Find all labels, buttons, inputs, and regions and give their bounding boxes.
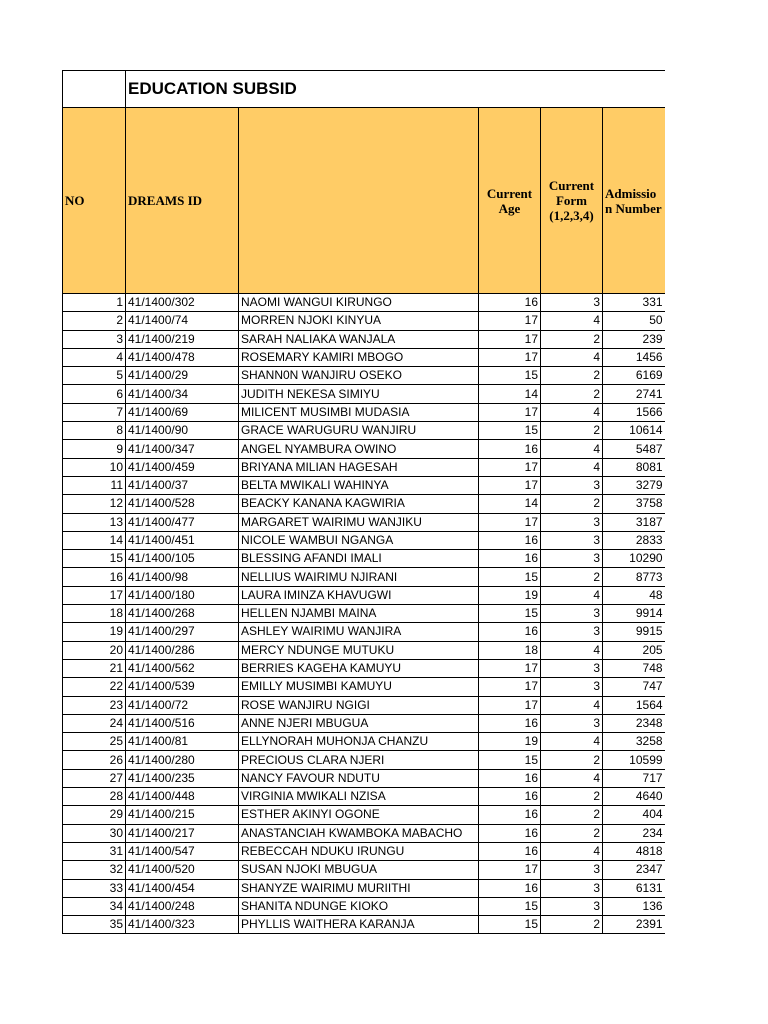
table-row — [63, 568, 665, 586]
table-row — [63, 788, 665, 806]
cell-admission-number[interactable]: 1456 — [603, 348, 665, 366]
cell-dreams-id[interactable]: 41/1400/248 — [126, 897, 239, 915]
cell-name[interactable]: BELTA MWIKALI WAHINYA — [239, 476, 479, 494]
table-row — [63, 422, 665, 440]
cell-admission-number[interactable]: 3279 — [603, 476, 665, 494]
table-row — [63, 476, 665, 494]
cell-form[interactable]: 4 — [541, 312, 603, 330]
cell-dreams-id[interactable]: 41/1400/90 — [126, 422, 239, 440]
cell-age[interactable]: 15 — [479, 605, 541, 623]
table-row — [63, 659, 665, 677]
cell-name[interactable]: PHYLLIS WAITHERA KARANJA — [239, 916, 479, 934]
cell-name[interactable]: HELLEN NJAMBI MAINA — [239, 605, 479, 623]
cell-no[interactable]: 27 — [63, 769, 126, 787]
cell-age[interactable]: 16 — [479, 842, 541, 860]
cell-admission-number[interactable]: 239 — [603, 330, 665, 348]
cell-no[interactable]: 33 — [63, 879, 126, 897]
sheet-title[interactable]: EDUCATION SUBSID — [126, 71, 665, 108]
cell-name[interactable]: NICOLE WAMBUI NGANGA — [239, 531, 479, 549]
cell-dreams-id[interactable]: 41/1400/454 — [126, 879, 239, 897]
cell-name[interactable]: ANNE NJERI MBUGUA — [239, 714, 479, 732]
cell-no[interactable]: 18 — [63, 605, 126, 623]
table-row — [63, 586, 665, 604]
cell-age[interactable]: 16 — [479, 550, 541, 568]
cell-admission-number[interactable]: 136 — [603, 897, 665, 915]
cell-age[interactable]: 15 — [479, 422, 541, 440]
cell-form[interactable]: 3 — [541, 861, 603, 879]
cell-form[interactable]: 3 — [541, 294, 603, 312]
cell-dreams-id[interactable]: 41/1400/74 — [126, 312, 239, 330]
cell-admission-number[interactable]: 6131 — [603, 879, 665, 897]
cell-name[interactable]: VIRGINIA MWIKALI NZISA — [239, 788, 479, 806]
table-row — [63, 714, 665, 732]
cell-form[interactable]: 2 — [541, 751, 603, 769]
cell-no[interactable]: 26 — [63, 751, 126, 769]
cell-name[interactable]: SHANN0N WANJIRU OSEKO — [239, 367, 479, 385]
cell-form[interactable]: 2 — [541, 495, 603, 513]
cell-dreams-id[interactable]: 41/1400/29 — [126, 367, 239, 385]
cell-age[interactable]: 17 — [479, 513, 541, 531]
cell-no[interactable]: 35 — [63, 916, 126, 934]
cell-form[interactable]: 3 — [541, 605, 603, 623]
cell-form[interactable]: 2 — [541, 568, 603, 586]
cell-no[interactable]: 2 — [63, 312, 126, 330]
cell-no[interactable]: 11 — [63, 476, 126, 494]
cell-age[interactable]: 17 — [479, 861, 541, 879]
cell-dreams-id[interactable]: 41/1400/217 — [126, 824, 239, 842]
cell-age[interactable]: 17 — [479, 348, 541, 366]
cell-form[interactable]: 2 — [541, 824, 603, 842]
title-row — [63, 71, 665, 108]
cell-dreams-id[interactable]: 41/1400/302 — [126, 294, 239, 312]
cell-admission-number[interactable]: 717 — [603, 769, 665, 787]
cell-name[interactable]: GRACE WARUGURU WANJIRU — [239, 422, 479, 440]
cell-dreams-id[interactable]: 41/1400/459 — [126, 458, 239, 476]
table-row — [63, 769, 665, 787]
cell-admission-number[interactable]: 2348 — [603, 714, 665, 732]
cell-age[interactable]: 14 — [479, 495, 541, 513]
cell-dreams-id[interactable]: 41/1400/219 — [126, 330, 239, 348]
cell-name[interactable]: ANASTANCIAH KWAMBOKA MABACHO — [239, 824, 479, 842]
cell-age[interactable]: 16 — [479, 769, 541, 787]
cell-age[interactable]: 15 — [479, 751, 541, 769]
cell-no[interactable]: 23 — [63, 696, 126, 714]
table-row — [63, 550, 665, 568]
cell-no[interactable]: 1 — [63, 294, 126, 312]
cell-age[interactable]: 16 — [479, 294, 541, 312]
cell-dreams-id[interactable]: 41/1400/286 — [126, 641, 239, 659]
cell-name[interactable]: NANCY FAVOUR NDUTU — [239, 769, 479, 787]
cell-no[interactable]: 32 — [63, 861, 126, 879]
cell-no[interactable]: 9 — [63, 440, 126, 458]
cell-name[interactable]: BERRIES KAGEHA KAMUYU — [239, 659, 479, 677]
table-row — [63, 312, 665, 330]
cell-admission-number[interactable]: 404 — [603, 806, 665, 824]
table-row — [63, 842, 665, 860]
cell-age[interactable]: 16 — [479, 714, 541, 732]
cell-admission-number[interactable]: 5487 — [603, 440, 665, 458]
cell-age[interactable]: 17 — [479, 312, 541, 330]
cell-admission-number[interactable]: 1564 — [603, 696, 665, 714]
cell-name[interactable]: REBECCAH NDUKU IRUNGU — [239, 842, 479, 860]
cell-dreams-id[interactable]: 41/1400/347 — [126, 440, 239, 458]
cell-age[interactable]: 17 — [479, 330, 541, 348]
cell-form[interactable]: 2 — [541, 422, 603, 440]
table-row — [63, 678, 665, 696]
cell-admission-number[interactable]: 4640 — [603, 788, 665, 806]
table-row — [63, 806, 665, 824]
cell-admission-number[interactable]: 10614 — [603, 422, 665, 440]
cell-no[interactable]: 22 — [63, 678, 126, 696]
cell-form[interactable]: 3 — [541, 678, 603, 696]
header-row — [63, 108, 665, 294]
cell-dreams-id[interactable]: 41/1400/34 — [126, 385, 239, 403]
title-empty-cell[interactable] — [63, 71, 126, 108]
table-row — [63, 751, 665, 769]
cell-form[interactable]: 4 — [541, 403, 603, 421]
cell-age[interactable]: 16 — [479, 623, 541, 641]
cell-age[interactable]: 17 — [479, 458, 541, 476]
cell-no[interactable]: 3 — [63, 330, 126, 348]
cell-name[interactable]: NAOMI WANGUI KIRUNGO — [239, 294, 479, 312]
cell-admission-number[interactable]: 9914 — [603, 605, 665, 623]
table-row — [63, 605, 665, 623]
cell-no[interactable]: 21 — [63, 659, 126, 677]
cell-form[interactable]: 4 — [541, 842, 603, 860]
cell-name[interactable]: SUSAN NJOKI MBUGUA — [239, 861, 479, 879]
cell-form[interactable]: 4 — [541, 458, 603, 476]
cell-age[interactable]: 16 — [479, 824, 541, 842]
cell-no[interactable]: 7 — [63, 403, 126, 421]
cell-name[interactable]: BLESSING AFANDI IMALI — [239, 550, 479, 568]
table-row — [63, 330, 665, 348]
cell-dreams-id[interactable]: 41/1400/539 — [126, 678, 239, 696]
cell-admission-number[interactable]: 2833 — [603, 531, 665, 549]
cell-age[interactable]: 19 — [479, 733, 541, 751]
cell-form[interactable]: 3 — [541, 531, 603, 549]
cell-name[interactable]: EMILLY MUSIMBI KAMUYU — [239, 678, 479, 696]
cell-name[interactable]: ANGEL NYAMBURA OWINO — [239, 440, 479, 458]
header-no[interactable]: NO — [63, 108, 126, 294]
cell-no[interactable]: 14 — [63, 531, 126, 549]
table-row — [63, 403, 665, 421]
table-row — [63, 385, 665, 403]
cell-no[interactable]: 17 — [63, 586, 126, 604]
cell-age[interactable]: 17 — [479, 476, 541, 494]
cell-dreams-id[interactable]: 41/1400/477 — [126, 513, 239, 531]
cell-admission-number[interactable]: 234 — [603, 824, 665, 842]
cell-age[interactable]: 17 — [479, 696, 541, 714]
cell-dreams-id[interactable]: 41/1400/562 — [126, 659, 239, 677]
cell-no[interactable]: 19 — [63, 623, 126, 641]
cell-admission-number[interactable]: 8081 — [603, 458, 665, 476]
cell-no[interactable]: 28 — [63, 788, 126, 806]
cell-admission-number[interactable]: 747 — [603, 678, 665, 696]
table-row — [63, 513, 665, 531]
cell-name[interactable]: SHANITA NDUNGE KIOKO — [239, 897, 479, 915]
cell-form[interactable]: 2 — [541, 330, 603, 348]
cell-dreams-id[interactable]: 41/1400/547 — [126, 842, 239, 860]
table-row — [63, 440, 665, 458]
cell-dreams-id[interactable]: 41/1400/105 — [126, 550, 239, 568]
cell-admission-number[interactable]: 3758 — [603, 495, 665, 513]
cell-dreams-id[interactable]: 41/1400/81 — [126, 733, 239, 751]
cell-name[interactable]: MILICENT MUSIMBI MUDASIA — [239, 403, 479, 421]
table-row — [63, 696, 665, 714]
cell-name[interactable]: ROSEMARY KAMIRI MBOGO — [239, 348, 479, 366]
cell-no[interactable]: 20 — [63, 641, 126, 659]
cell-age[interactable]: 16 — [479, 788, 541, 806]
cell-age[interactable]: 17 — [479, 659, 541, 677]
cell-no[interactable]: 6 — [63, 385, 126, 403]
cell-form[interactable]: 2 — [541, 788, 603, 806]
cell-name[interactable]: ROSE WANJIRU NGIGI — [239, 696, 479, 714]
cell-no[interactable]: 24 — [63, 714, 126, 732]
cell-no[interactable]: 10 — [63, 458, 126, 476]
cell-name[interactable]: ESTHER AKINYI OGONE — [239, 806, 479, 824]
table-row — [63, 294, 665, 312]
cell-form[interactable]: 3 — [541, 550, 603, 568]
cell-name[interactable]: PRECIOUS CLARA NJERI — [239, 751, 479, 769]
cell-dreams-id[interactable]: 41/1400/528 — [126, 495, 239, 513]
cell-form[interactable]: 4 — [541, 440, 603, 458]
cell-dreams-id[interactable]: 41/1400/478 — [126, 348, 239, 366]
cell-admission-number[interactable]: 2741 — [603, 385, 665, 403]
cell-form[interactable]: 4 — [541, 769, 603, 787]
cell-admission-number[interactable]: 10290 — [603, 550, 665, 568]
cell-admission-number[interactable]: 3258 — [603, 733, 665, 751]
table-row — [63, 495, 665, 513]
cell-dreams-id[interactable]: 41/1400/72 — [126, 696, 239, 714]
cell-name[interactable]: BRIYANA MILIAN HAGESAH — [239, 458, 479, 476]
cell-age[interactable]: 16 — [479, 531, 541, 549]
cell-form[interactable]: 2 — [541, 367, 603, 385]
cell-age[interactable]: 17 — [479, 403, 541, 421]
cell-admission-number[interactable]: 748 — [603, 659, 665, 677]
cell-form[interactable]: 2 — [541, 806, 603, 824]
cell-age[interactable]: 18 — [479, 641, 541, 659]
cell-age[interactable]: 15 — [479, 367, 541, 385]
cell-dreams-id[interactable]: 41/1400/98 — [126, 568, 239, 586]
cell-form[interactable]: 3 — [541, 476, 603, 494]
cell-form[interactable]: 3 — [541, 513, 603, 531]
table-row — [63, 824, 665, 842]
cell-dreams-id[interactable]: 41/1400/297 — [126, 623, 239, 641]
cell-dreams-id[interactable]: 41/1400/235 — [126, 769, 239, 787]
cell-form[interactable]: 3 — [541, 659, 603, 677]
cell-name[interactable]: NELLIUS WAIRIMU NJIRANI — [239, 568, 479, 586]
table-row — [63, 367, 665, 385]
cell-age[interactable]: 16 — [479, 879, 541, 897]
cell-no[interactable]: 29 — [63, 806, 126, 824]
cell-admission-number[interactable]: 10599 — [603, 751, 665, 769]
cell-no[interactable]: 25 — [63, 733, 126, 751]
header-current-form[interactable]: Current Form (1,2,3,4) — [541, 108, 603, 294]
cell-age[interactable]: 15 — [479, 897, 541, 915]
cell-admission-number[interactable]: 8773 — [603, 568, 665, 586]
cell-form[interactable]: 3 — [541, 623, 603, 641]
table-row — [63, 733, 665, 751]
cell-age[interactable]: 15 — [479, 916, 541, 934]
cell-no[interactable]: 12 — [63, 495, 126, 513]
cell-no[interactable]: 16 — [63, 568, 126, 586]
cell-age[interactable]: 15 — [479, 568, 541, 586]
cell-name[interactable]: MERCY NDUNGE MUTUKU — [239, 641, 479, 659]
cell-dreams-id[interactable]: 41/1400/215 — [126, 806, 239, 824]
cell-admission-number[interactable]: 4818 — [603, 842, 665, 860]
cell-name[interactable]: JUDITH NEKESA SIMIYU — [239, 385, 479, 403]
table-row — [63, 458, 665, 476]
header-current-age[interactable]: Current Age — [479, 108, 541, 294]
table-row — [63, 623, 665, 641]
cell-form[interactable]: 2 — [541, 385, 603, 403]
cell-admission-number[interactable]: 205 — [603, 641, 665, 659]
cell-admission-number[interactable]: 50 — [603, 312, 665, 330]
cell-admission-number[interactable]: 6169 — [603, 367, 665, 385]
cell-form[interactable]: 4 — [541, 696, 603, 714]
cell-no[interactable]: 31 — [63, 842, 126, 860]
cell-admission-number[interactable]: 331 — [603, 294, 665, 312]
cell-name[interactable]: BEACKY KANANA KAGWIRIA — [239, 495, 479, 513]
cell-age[interactable]: 16 — [479, 806, 541, 824]
cell-age[interactable]: 19 — [479, 586, 541, 604]
cell-admission-number[interactable]: 48 — [603, 586, 665, 604]
cell-admission-number[interactable]: 9915 — [603, 623, 665, 641]
cell-dreams-id[interactable]: 41/1400/69 — [126, 403, 239, 421]
header-name[interactable] — [239, 108, 479, 294]
cell-no[interactable]: 5 — [63, 367, 126, 385]
cell-form[interactable]: 4 — [541, 348, 603, 366]
cell-form[interactable]: 2 — [541, 916, 603, 934]
cell-form[interactable]: 4 — [541, 733, 603, 751]
cell-form[interactable]: 4 — [541, 641, 603, 659]
cell-name[interactable]: LAURA IMINZA KHAVUGWI — [239, 586, 479, 604]
cell-form[interactable]: 3 — [541, 714, 603, 732]
cell-admission-number[interactable]: 2347 — [603, 861, 665, 879]
cell-no[interactable]: 13 — [63, 513, 126, 531]
cell-dreams-id[interactable]: 41/1400/268 — [126, 605, 239, 623]
cell-name[interactable]: MARGARET WAIRIMU WANJIKU — [239, 513, 479, 531]
cell-name[interactable]: MORREN NJOKI KINYUA — [239, 312, 479, 330]
cell-name[interactable]: SARAH NALIAKA WANJALA — [239, 330, 479, 348]
table-row — [63, 531, 665, 549]
table-row — [63, 879, 665, 897]
cell-form[interactable]: 3 — [541, 897, 603, 915]
cell-no[interactable]: 15 — [63, 550, 126, 568]
cell-age[interactable]: 17 — [479, 678, 541, 696]
table-row — [63, 641, 665, 659]
spreadsheet-table — [62, 70, 665, 934]
cell-dreams-id[interactable]: 41/1400/516 — [126, 714, 239, 732]
table-row — [63, 897, 665, 915]
cell-no[interactable]: 8 — [63, 422, 126, 440]
cell-form[interactable]: 4 — [541, 586, 603, 604]
cell-dreams-id[interactable]: 41/1400/448 — [126, 788, 239, 806]
header-admission-number[interactable]: Admission Number — [603, 108, 665, 294]
table-row — [63, 348, 665, 366]
cell-name[interactable]: ELLYNORAH MUHONJA CHANZU — [239, 733, 479, 751]
cell-dreams-id[interactable]: 41/1400/520 — [126, 861, 239, 879]
cell-name[interactable]: ASHLEY WAIRIMU WANJIRA — [239, 623, 479, 641]
cell-dreams-id[interactable]: 41/1400/280 — [126, 751, 239, 769]
cell-admission-number[interactable]: 1566 — [603, 403, 665, 421]
cell-admission-number[interactable]: 3187 — [603, 513, 665, 531]
cell-no[interactable]: 34 — [63, 897, 126, 915]
cell-age[interactable]: 14 — [479, 385, 541, 403]
cell-no[interactable]: 30 — [63, 824, 126, 842]
cell-no[interactable]: 4 — [63, 348, 126, 366]
cell-form[interactable]: 3 — [541, 879, 603, 897]
cell-dreams-id[interactable]: 41/1400/323 — [126, 916, 239, 934]
cell-admission-number[interactable]: 2391 — [603, 916, 665, 934]
cell-dreams-id[interactable]: 41/1400/37 — [126, 476, 239, 494]
cell-age[interactable]: 16 — [479, 440, 541, 458]
cell-dreams-id[interactable]: 41/1400/451 — [126, 531, 239, 549]
table-row — [63, 916, 665, 934]
header-dreams-id[interactable]: DREAMS ID — [126, 108, 239, 294]
cell-name[interactable]: SHANYZE WAIRIMU MURIITHI — [239, 879, 479, 897]
cell-dreams-id[interactable]: 41/1400/180 — [126, 586, 239, 604]
table-row — [63, 861, 665, 879]
